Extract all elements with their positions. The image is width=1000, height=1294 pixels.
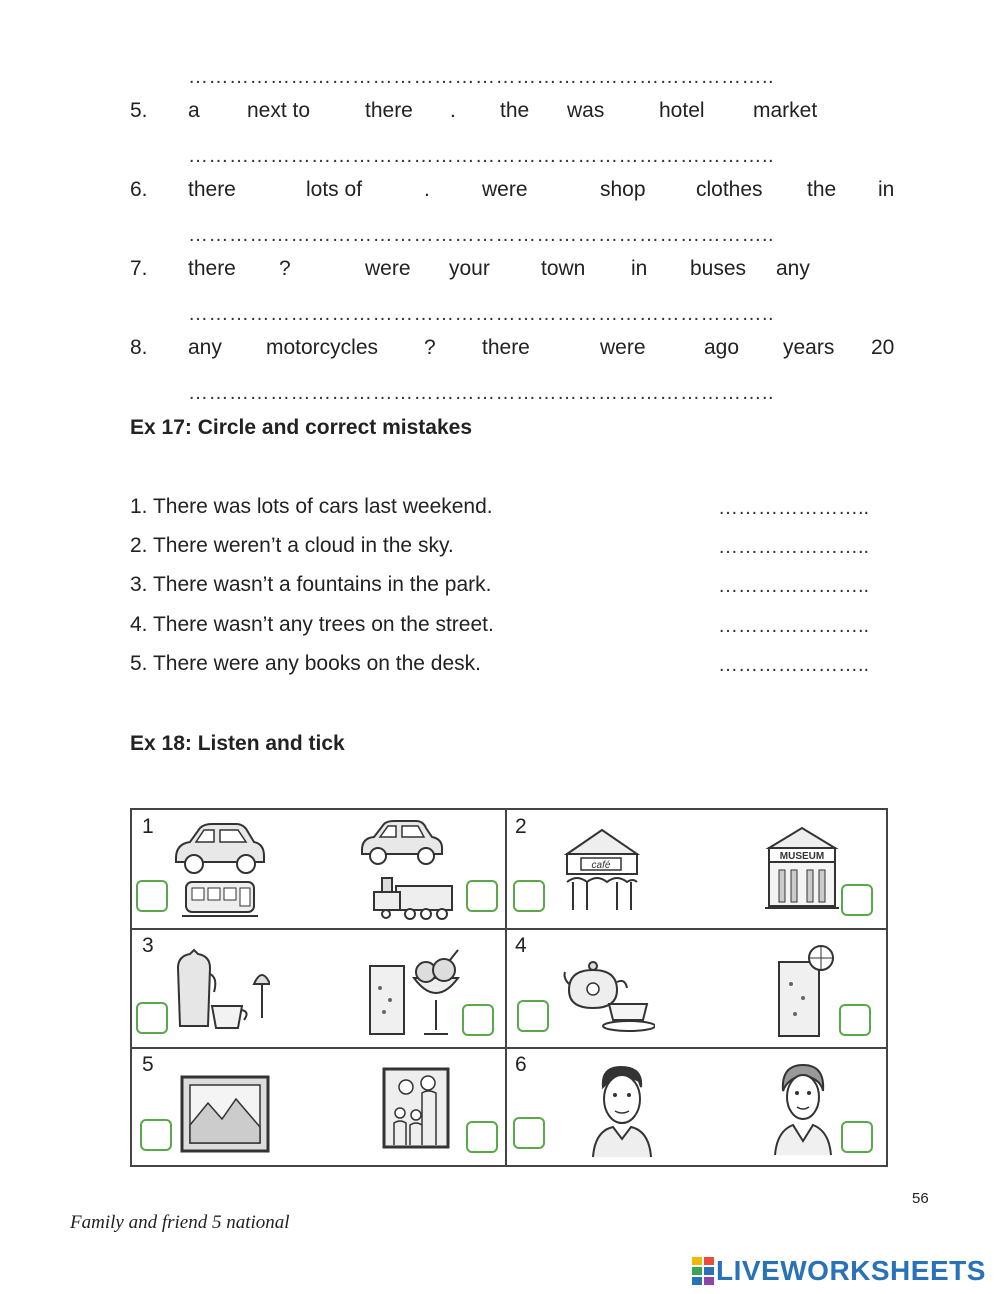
answer-line-5[interactable]: …………………………………………………………………………..: [188, 145, 775, 167]
museum-icon: [765, 826, 839, 912]
word: next to: [247, 99, 311, 122]
landscape-painting-icon: [180, 1075, 270, 1153]
word: clothes: [696, 178, 763, 201]
cell-number: 6: [515, 1053, 527, 1076]
word: the: [500, 99, 530, 122]
word: there: [365, 99, 413, 122]
ex17-answer-1[interactable]: …………………..: [718, 497, 870, 519]
cell-number: 4: [515, 934, 527, 957]
tick-box-2a[interactable]: [513, 880, 545, 912]
coffee-pot-icon: [172, 948, 270, 1032]
tick-box-5a[interactable]: [140, 1119, 172, 1151]
ex17-title: Ex 17: Circle and correct mistakes: [130, 416, 473, 439]
word: there: [188, 257, 236, 280]
grid-cell-2: [506, 809, 887, 929]
word: were: [482, 178, 528, 201]
item-number: 5.: [130, 99, 148, 122]
cell-number: 1: [142, 815, 154, 838]
woman-face-icon: [773, 1061, 833, 1157]
word: the: [807, 178, 837, 201]
word: motorcycles: [266, 336, 379, 359]
answer-line-7[interactable]: …………………………………………………………………………..: [188, 303, 775, 325]
liveworksheets-logo[interactable]: [692, 1255, 986, 1287]
tick-box-6b[interactable]: [841, 1121, 873, 1153]
ex17-answer-4[interactable]: …………………..: [718, 615, 870, 637]
answer-line-6[interactable]: …………………………………………………………………………..: [188, 224, 775, 246]
teapot-and-cup-icon: [563, 958, 655, 1034]
ex17-answer-5[interactable]: …………………..: [718, 654, 870, 676]
word: were: [365, 257, 411, 280]
answer-line-8[interactable]: …………………………………………………………………………..: [188, 382, 775, 404]
grid-cell-6: [506, 1048, 887, 1166]
scrambled-item-8: [130, 336, 900, 362]
word: was: [567, 99, 605, 122]
word: buses: [690, 257, 747, 280]
answer-line-4[interactable]: …………………………………………………………………………..: [188, 66, 775, 88]
word: ?: [424, 336, 436, 359]
liveworksheets-logo-icon: [692, 1257, 716, 1285]
listen-tick-grid: [130, 808, 888, 1167]
tick-box-1a[interactable]: [136, 880, 168, 912]
word: any: [776, 257, 810, 280]
tick-box-2b[interactable]: [841, 884, 873, 916]
ex18-title: Ex 18: Listen and tick: [130, 732, 345, 755]
ex17-answer-3[interactable]: …………………..: [718, 575, 870, 597]
word: town: [541, 257, 586, 280]
word: market: [753, 99, 818, 122]
item-number: 6.: [130, 178, 148, 201]
juice-and-ice-cream-icon: [366, 948, 466, 1038]
grid-cell-4: [506, 929, 887, 1048]
item-number: 8.: [130, 336, 148, 359]
word: lots of: [306, 178, 363, 201]
cafe-sign-text: café: [591, 860, 611, 871]
tram-icon: [182, 876, 258, 920]
word: your: [449, 257, 490, 280]
word: in: [631, 257, 648, 280]
cell-number: 5: [142, 1053, 154, 1076]
ex17-sentence-1[interactable]: 1. There was lots of cars last weekend.: [130, 495, 493, 518]
ex17-sentence-2[interactable]: 2. There weren’t a cloud in the sky.: [130, 534, 454, 557]
tick-box-5b[interactable]: [466, 1121, 498, 1153]
tick-box-3b[interactable]: [462, 1004, 494, 1036]
grid-cell-1: [131, 809, 506, 929]
cell-number: 2: [515, 815, 527, 838]
tick-box-3a[interactable]: [136, 1002, 168, 1034]
train-icon: [366, 872, 456, 920]
car-icon: [168, 820, 268, 876]
tick-box-4b[interactable]: [839, 1004, 871, 1036]
word: ago: [704, 336, 740, 359]
word: were: [600, 336, 646, 359]
item-number: 7.: [130, 257, 148, 280]
tick-box-4a[interactable]: [517, 1000, 549, 1032]
ex17-sentence-5[interactable]: 5. There were any books on the desk.: [130, 652, 481, 675]
word: .: [450, 99, 456, 122]
word: in: [878, 178, 895, 201]
scrambled-item-5: [130, 99, 900, 125]
cell-number: 3: [142, 934, 154, 957]
ex17-sentence-3[interactable]: 3. There wasn’t a fountains in the park.: [130, 573, 492, 596]
cafe-icon: [563, 826, 641, 914]
scrambled-item-7: [130, 257, 900, 283]
ex17-sentence-4[interactable]: 4. There wasn’t any trees on the street.: [130, 613, 494, 636]
word: hotel: [659, 99, 705, 122]
page-number: 56: [912, 1190, 929, 1207]
word: years: [783, 336, 835, 359]
orange-juice-icon: [775, 944, 835, 1040]
ex17-answer-2[interactable]: …………………..: [718, 536, 870, 558]
museum-sign-text: MUSEUM: [779, 851, 825, 862]
family-photo-icon: [382, 1067, 450, 1149]
man-face-icon: [589, 1063, 655, 1159]
scrambled-item-6: [130, 178, 900, 204]
word: .: [424, 178, 430, 201]
tick-box-6a[interactable]: [513, 1117, 545, 1149]
car-icon: [356, 818, 446, 866]
tick-box-1b[interactable]: [466, 880, 498, 912]
word: ?: [279, 257, 291, 280]
word: there: [482, 336, 530, 359]
grid-cell-3: [131, 929, 506, 1048]
word: a: [188, 99, 200, 122]
word: there: [188, 178, 236, 201]
word: shop: [600, 178, 646, 201]
footer-text: Family and friend 5 national: [70, 1212, 290, 1233]
word: 20: [871, 336, 895, 359]
grid-cell-5: [131, 1048, 506, 1166]
logo-text: LIVEWORKSHEETS: [716, 1255, 986, 1286]
word: any: [188, 336, 222, 359]
